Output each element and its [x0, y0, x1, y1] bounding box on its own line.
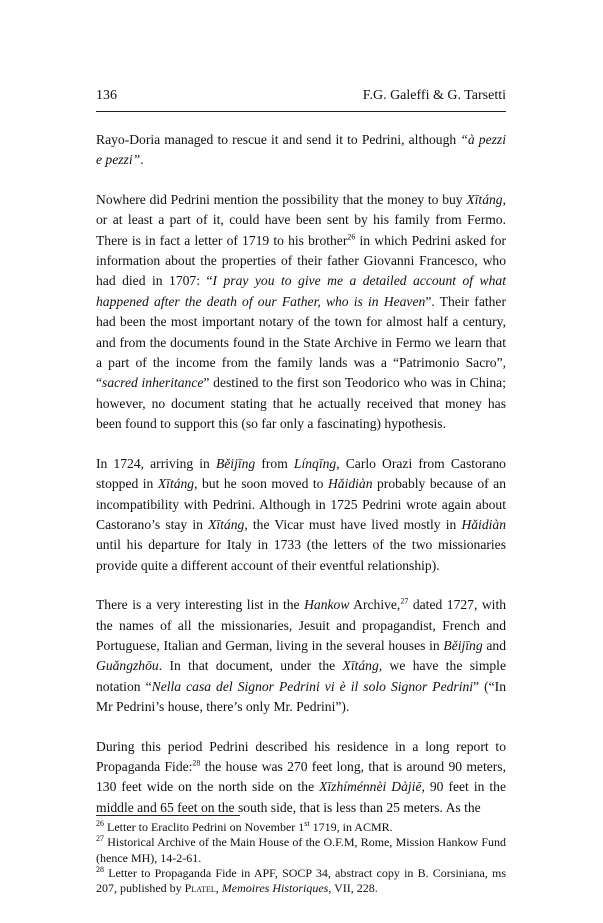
- text-run: , VII, 228.: [328, 881, 378, 896]
- text-run: Historical Archive of the Main House of the O.F.M, Rome, Mission Hankow Fund (hence MH), 14-2-61.: [96, 835, 506, 865]
- text-run: In 1724, arriving in: [96, 455, 216, 471]
- paragraph-1: [96, 130, 506, 171]
- paragraph-2: [96, 190, 506, 435]
- text-run: Archive,: [349, 597, 401, 613]
- footnote-ref-28: 28: [192, 758, 201, 768]
- footnote-number: 28: [96, 864, 104, 874]
- footnote-number: 26: [96, 819, 104, 828]
- body-text: [96, 130, 506, 837]
- text-run: , Carlo Orazi from Castorano stopped in: [96, 455, 506, 492]
- text-run: During this period Pedrini described his residence in a long report to Propaganda Fide:: [96, 738, 506, 774]
- text-run: the house was 270 feet long, that is around 90 meters, 130 feet wide on the north side on the: [96, 758, 506, 795]
- text-run: , but he soon moved to: [194, 476, 328, 492]
- header-rule: [96, 111, 506, 112]
- text-run: from: [255, 455, 294, 471]
- text-run: ” destined to the first son Teodorico who was in China; however, no document stating that he actually received that money has been found to support this (so far only a fascinating) hypothesis.: [96, 375, 506, 432]
- running-header-authors: F.G. Galeffi & G. Tarsetti: [362, 88, 506, 103]
- paragraph-4: [96, 595, 506, 717]
- footnote-number: 27: [96, 834, 104, 844]
- italic-run: Xītáng: [466, 191, 503, 207]
- italic-run: Xītáng: [342, 658, 379, 674]
- text-run: Nowhere did Pedrini mention the possibility that the money to buy: [96, 191, 467, 207]
- text-run: in which Pedrini asked for information about the properties of their father Giovanni Francesco, who had died in 1707: “: [96, 232, 506, 289]
- text-run: , the Vicar must have lived mostly in: [244, 516, 462, 532]
- text-run: .: [140, 152, 144, 168]
- italic-run: Xītáng: [157, 476, 195, 492]
- text-run: and: [482, 637, 506, 653]
- italic-run: Běijīng: [443, 637, 483, 653]
- text-run: Rayo-Doria managed to rescue it and send it to Pedrini, although: [96, 132, 461, 147]
- footnote-27: [96, 835, 506, 866]
- text-run: . In that document, under the: [158, 658, 343, 674]
- author-smallcaps: Platel: [184, 881, 216, 896]
- text-run: , or at least a part of it, could have been sent by his family from Fermo. There is in fact a letter of 1719 to his brother: [96, 191, 506, 248]
- footnote-28: [96, 866, 506, 897]
- italic-run: I pray you to give me a detailed account of what happened after the death of our Father, who is in Heaven: [96, 273, 506, 309]
- italic-run: Memoires Historiques: [221, 881, 329, 896]
- italic-run: Hǎidiàn: [327, 476, 373, 492]
- footnote-ref-27: 27: [400, 596, 409, 606]
- italic-run: Nella casa del Signor Pedrini vi è il solo Signor Pedrini: [151, 678, 474, 694]
- italic-run: Xītáng: [208, 516, 245, 532]
- text-run: ”. Their father had been the most important notary of the town for almost half a century, and from the documents found in the State Archive in Fermo we learn that a part of the income from the family lands was a “Patrimonio Sacro”, “: [96, 293, 506, 391]
- italic-run: Hankow: [304, 597, 350, 613]
- running-header: [96, 86, 506, 106]
- text-run: , 90 feet in the middle and 65 feet on the south side, that is less than 25 meters. As the: [96, 779, 506, 815]
- text-run: until his departure for Italy in 1733 (the letters of the two missionaries provide quite a different account of their eventful relationship).: [96, 537, 506, 573]
- text-run: 1719, in ACMR.: [309, 820, 393, 834]
- footnote-ref-26: 26: [347, 232, 356, 242]
- italic-run: Xīzhíménnèi Dàjiē: [319, 779, 422, 795]
- paragraph-3: [96, 454, 506, 576]
- text-run: probably because of an incompatibility with Pedrini. Although in 1725 Pedrini wrote again about Castorano’s stay in: [96, 476, 506, 532]
- text-run: , we have the simple notation “: [96, 658, 506, 694]
- footnotes: [96, 820, 506, 896]
- italic-run: Hǎidiàn: [461, 516, 506, 532]
- text-run: dated 1727, with the names of all the missionaries, Jesuit and propagandist, French and Portuguese, Italian and German, living in the several houses in: [96, 597, 507, 653]
- italic-run: Běijīng: [215, 455, 256, 471]
- paragraph-5: [96, 737, 506, 819]
- ordinal-suffix: st: [304, 819, 310, 828]
- italic-run: sacred inheritance: [102, 375, 204, 391]
- text-run: Letter to Eraclito Pedrini on November 1: [104, 820, 305, 834]
- page-number: 136: [96, 88, 117, 103]
- text-run: ” (“In Mr Pedrini’s house, there’s only Mr. Pedrini”).: [96, 678, 506, 715]
- italic-run: Guǎngzhōu: [96, 658, 159, 674]
- text-run: Letter to Propaganda Fide in APF, SOCP 34, abstract copy in B. Corsiniana, ms 207, published by: [96, 865, 506, 896]
- footnote-rule: [96, 815, 240, 816]
- italic-run: Línqīng: [293, 455, 337, 471]
- text-run: ,: [215, 881, 222, 896]
- text-run: There is a very interesting list in the: [96, 597, 305, 613]
- italic-run: “à pezzi e pezzi”: [96, 132, 506, 168]
- footnote-26: [96, 820, 506, 835]
